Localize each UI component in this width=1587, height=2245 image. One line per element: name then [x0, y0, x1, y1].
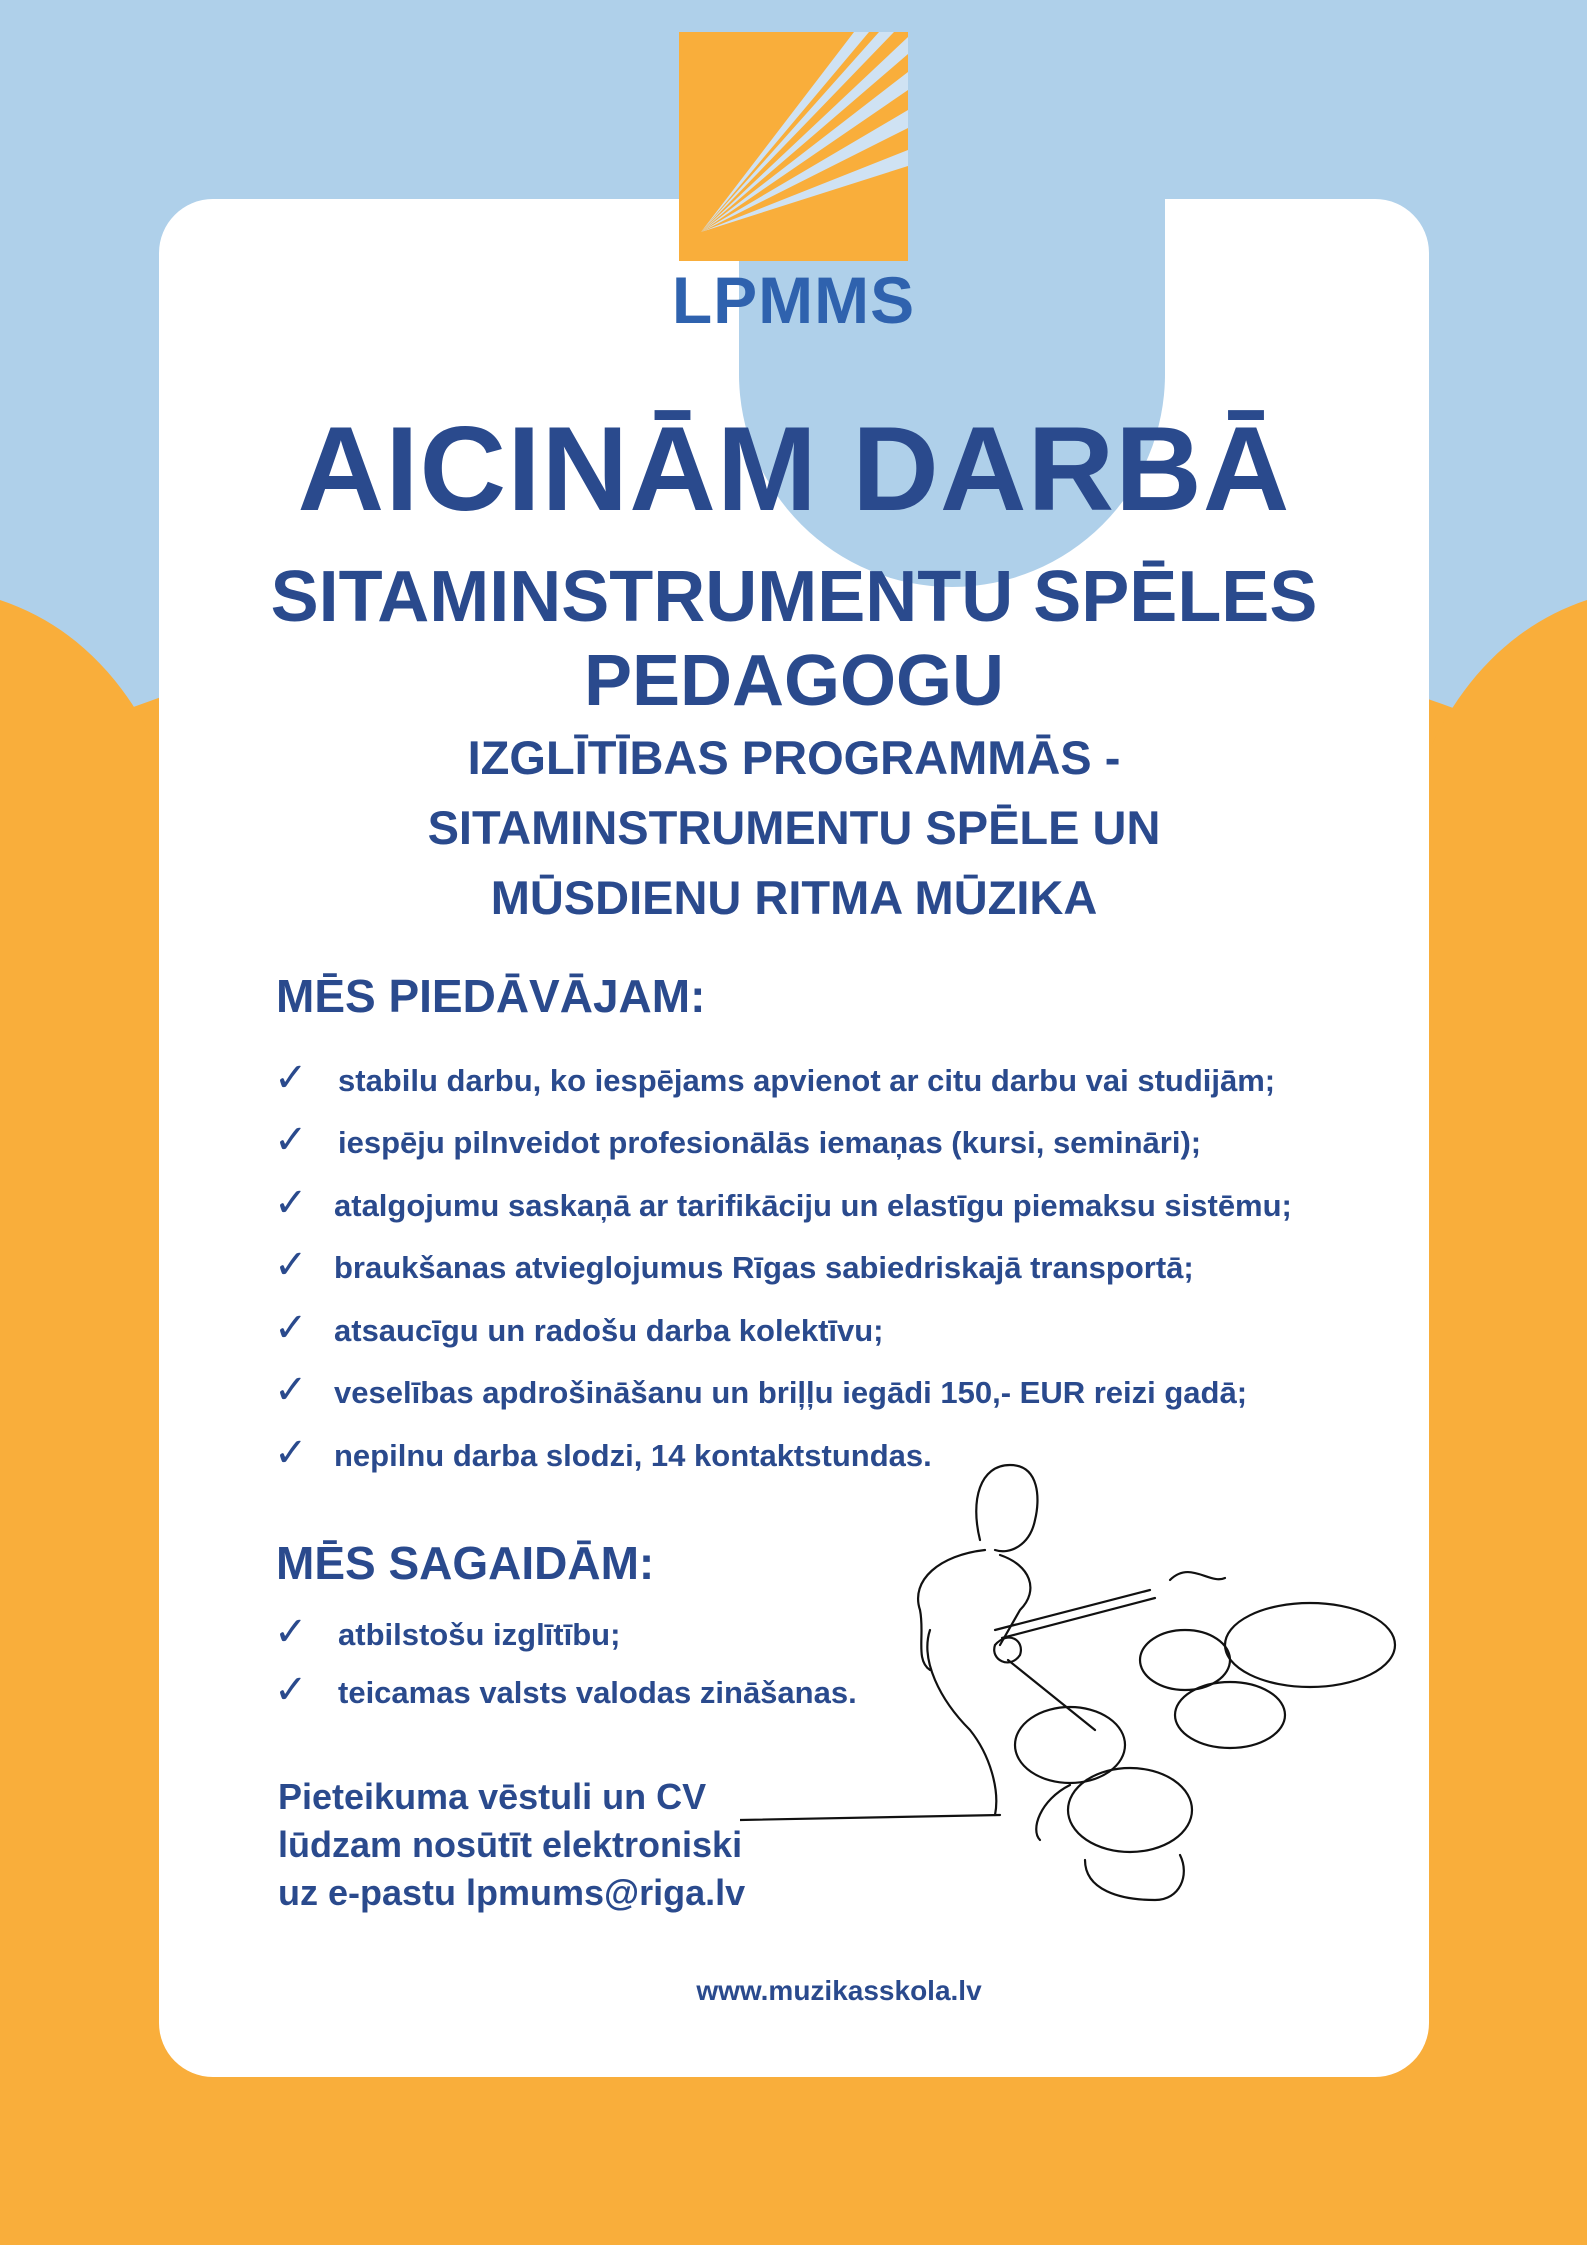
checkmark-icon: ✓ — [274, 1117, 308, 1163]
list-item-text: veselības apdrošināšanu un briļļu iegādi 150,- EUR reizi gadā; — [334, 1375, 1248, 1410]
contact-line2: lūdzam nosūtīt elektroniski — [278, 1824, 743, 1865]
program-line2: SITAMINSTRUMENTU SPĒLE UN — [427, 801, 1161, 854]
checkmark-icon: ✓ — [274, 1055, 308, 1101]
list-item-text: teicamas valsts valodas zināšanas. — [338, 1675, 857, 1710]
expect-heading: MĒS SAGAIDĀM: — [276, 1537, 655, 1589]
checkmark-icon: ✓ — [274, 1667, 308, 1713]
list-item-text: iespēju pilnveidot profesionālās iemaņas (kursi, semināri); — [338, 1125, 1202, 1160]
contact-line1: Pieteikuma vēstuli un CV — [278, 1776, 707, 1817]
program-line3: MŪSDIENU RITMA MŪZIKA — [490, 871, 1098, 924]
sunburst-logo-icon — [679, 32, 908, 261]
checkmark-icon: ✓ — [274, 1305, 308, 1351]
list-item-text: atsaucīgu un radošu darba kolektīvu; — [334, 1313, 884, 1348]
checkmark-icon: ✓ — [274, 1609, 308, 1655]
drummer-illustration — [740, 1460, 1440, 1940]
list-item-text: stabilu darbu, ko iespējams apvienot ar citu darbu vai studijām; — [338, 1063, 1276, 1098]
program-line1: IZGLĪTĪBAS PROGRAMMĀS - — [467, 731, 1121, 784]
position-title-line1: SITAMINSTRUMENTU SPĒLES — [270, 557, 1318, 637]
page-title: AICINĀM DARBĀ — [297, 402, 1291, 536]
list-item-text: atalgojumu saskaņā ar tarifikāciju un elastīgu piemaksu sistēmu; — [334, 1188, 1292, 1223]
checkmark-icon: ✓ — [274, 1430, 308, 1476]
offer-heading: MĒS PIEDĀVĀJAM: — [276, 970, 706, 1022]
website-link[interactable]: www.muzikasskola.lv — [696, 1975, 982, 2006]
position-title-line2: PEDAGOGU — [583, 641, 1005, 721]
list-item-text: atbilstošu izglītību; — [338, 1617, 621, 1652]
logo-text: LPMMS — [671, 263, 916, 337]
checkmark-icon: ✓ — [274, 1242, 308, 1288]
contact-line3: uz e-pastu lpmums@riga.lv — [278, 1872, 746, 1913]
list-item-text: braukšanas atvieglojumus Rīgas sabiedriskajā transportā; — [334, 1250, 1194, 1285]
contact-block — [278, 1773, 745, 1917]
checkmark-icon: ✓ — [274, 1180, 308, 1226]
list-item-text: nepilnu darba slodzi, 14 kontaktstundas. — [334, 1438, 932, 1473]
checkmark-icon: ✓ — [274, 1367, 308, 1413]
